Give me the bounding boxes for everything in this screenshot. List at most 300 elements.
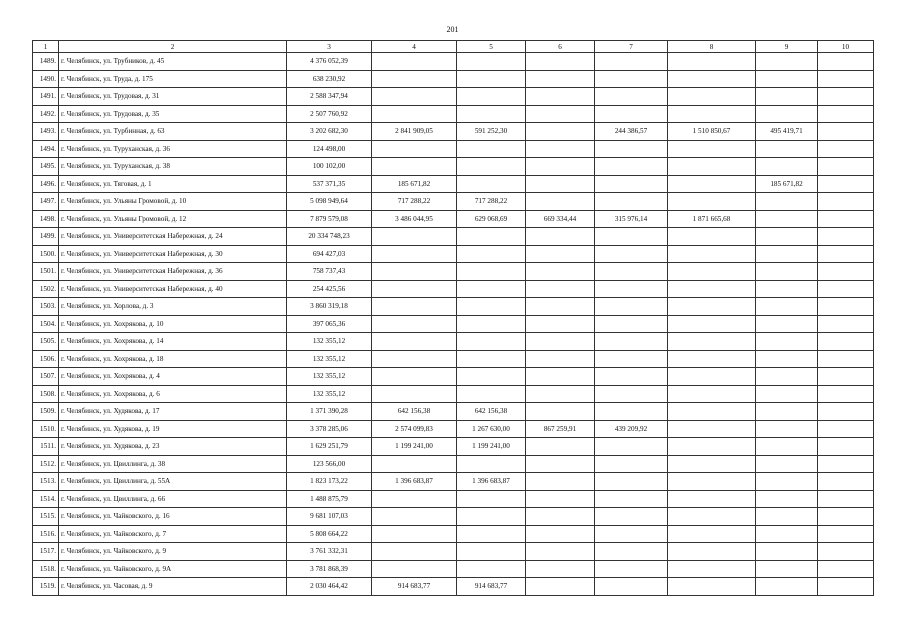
amount-cell-col3: 638 230,92 (287, 70, 372, 88)
table-row (33, 53, 874, 71)
table-row (33, 350, 874, 368)
amount-cell-col9 (756, 298, 818, 316)
table-row (33, 473, 874, 491)
amount-cell-col4 (372, 455, 457, 473)
amount-cell-col6 (526, 140, 595, 158)
amount-cell-col4 (372, 263, 457, 281)
amount-cell-col9 (756, 403, 818, 421)
address-cell: г. Челябинск, ул. Хохрякова, д. 6 (59, 385, 287, 403)
row-number-cell: 1502. (33, 280, 59, 298)
amount-cell-col6: 669 334,44 (526, 210, 595, 228)
amount-cell-col6 (526, 333, 595, 351)
amount-cell-col10 (818, 280, 874, 298)
amount-cell-col10 (818, 490, 874, 508)
amount-cell-col8: 1 871 665,68 (668, 210, 756, 228)
amount-cell-col6 (526, 53, 595, 71)
amount-cell-col4 (372, 350, 457, 368)
amount-cell-col5 (457, 560, 526, 578)
amount-cell-col5 (457, 53, 526, 71)
amount-cell-col5 (457, 140, 526, 158)
amount-cell-col7 (595, 263, 668, 281)
amount-cell-col8 (668, 298, 756, 316)
amount-cell-col5: 717 288,22 (457, 193, 526, 211)
row-number-cell: 1515. (33, 508, 59, 526)
amount-cell-col4: 717 288,22 (372, 193, 457, 211)
amount-cell-col10 (818, 53, 874, 71)
table-row (33, 525, 874, 543)
amount-cell-col5 (457, 490, 526, 508)
amount-cell-col10 (818, 333, 874, 351)
header-row (33, 41, 874, 53)
row-number-cell: 1517. (33, 543, 59, 561)
amount-cell-col7 (595, 245, 668, 263)
amount-cell-col7 (595, 385, 668, 403)
column-header-6: 6 (526, 41, 595, 53)
amount-cell-col7 (595, 70, 668, 88)
amount-cell-col4 (372, 490, 457, 508)
row-number-cell: 1503. (33, 298, 59, 316)
row-number-cell: 1513. (33, 473, 59, 491)
row-number-cell: 1489. (33, 53, 59, 71)
amount-cell-col4: 3 486 044,95 (372, 210, 457, 228)
amount-cell-col6 (526, 70, 595, 88)
amount-cell-col4 (372, 315, 457, 333)
address-cell: г. Челябинск, ул. Университетская Набережная, д. 36 (59, 263, 287, 281)
amount-cell-col9 (756, 560, 818, 578)
amount-cell-col9: 185 671,82 (756, 175, 818, 193)
column-header-8: 8 (668, 41, 756, 53)
amount-cell-col7 (595, 490, 668, 508)
amount-cell-col7 (595, 280, 668, 298)
amount-cell-col8 (668, 175, 756, 193)
amount-cell-col4 (372, 88, 457, 106)
address-cell: г. Челябинск, ул. Турбинная, д. 63 (59, 123, 287, 141)
amount-cell-col8 (668, 420, 756, 438)
amount-cell-col9 (756, 105, 818, 123)
table-row (33, 455, 874, 473)
address-cell: г. Челябинск, ул. Цвиллинга, д. 66 (59, 490, 287, 508)
amount-cell-col4 (372, 333, 457, 351)
amount-cell-col3: 2 588 347,94 (287, 88, 372, 106)
table-row (33, 420, 874, 438)
address-cell: г. Челябинск, ул. Университетская Набережная, д. 30 (59, 245, 287, 263)
table-row (33, 333, 874, 351)
amount-cell-col9 (756, 158, 818, 176)
amount-cell-col3: 3 781 868,39 (287, 560, 372, 578)
amount-cell-col4 (372, 228, 457, 246)
address-cell: г. Челябинск, ул. Худякова, д. 23 (59, 438, 287, 456)
table-row (33, 298, 874, 316)
address-cell: г. Челябинск, ул. Ульяны Громовой, д. 12 (59, 210, 287, 228)
amount-cell-col6 (526, 455, 595, 473)
amount-cell-col9 (756, 490, 818, 508)
amount-cell-col4 (372, 140, 457, 158)
amount-cell-col9 (756, 245, 818, 263)
address-cell: г. Челябинск, ул. Чайковского, д. 9А (59, 560, 287, 578)
amount-cell-col9 (756, 543, 818, 561)
amount-cell-col7 (595, 298, 668, 316)
table-row (33, 245, 874, 263)
column-header-9: 9 (756, 41, 818, 53)
amount-cell-col8 (668, 105, 756, 123)
amount-cell-col9 (756, 210, 818, 228)
row-number-cell: 1498. (33, 210, 59, 228)
amount-cell-col4 (372, 368, 457, 386)
table-row (33, 88, 874, 106)
amount-cell-col4: 1 396 683,87 (372, 473, 457, 491)
amount-cell-col3: 254 425,56 (287, 280, 372, 298)
amount-cell-col9 (756, 473, 818, 491)
amount-cell-col7 (595, 368, 668, 386)
amount-cell-col3: 3 202 682,30 (287, 123, 372, 141)
amount-cell-col6 (526, 438, 595, 456)
amount-cell-col7 (595, 350, 668, 368)
amount-cell-col7 (595, 508, 668, 526)
address-cell: г. Челябинск, ул. Часовая, д. 9 (59, 578, 287, 596)
amount-cell-col5 (457, 350, 526, 368)
page-number: 201 (446, 25, 459, 34)
column-header-5: 5 (457, 41, 526, 53)
amount-cell-col3: 5 098 949,64 (287, 193, 372, 211)
amount-cell-col5 (457, 88, 526, 106)
address-cell: г. Челябинск, ул. Хохрякова, д. 10 (59, 315, 287, 333)
amount-cell-col10 (818, 403, 874, 421)
amount-cell-col3: 397 065,36 (287, 315, 372, 333)
amount-cell-col3: 9 681 107,03 (287, 508, 372, 526)
amount-cell-col10 (818, 245, 874, 263)
amount-cell-col6 (526, 105, 595, 123)
column-header-3: 3 (287, 41, 372, 53)
amount-cell-col5 (457, 333, 526, 351)
amount-cell-col7: 439 209,92 (595, 420, 668, 438)
amount-cell-col6 (526, 123, 595, 141)
amount-cell-col7 (595, 560, 668, 578)
amount-cell-col7 (595, 175, 668, 193)
amount-cell-col6 (526, 543, 595, 561)
row-number-cell: 1512. (33, 455, 59, 473)
table-row (33, 543, 874, 561)
amount-cell-col5 (457, 228, 526, 246)
amount-cell-col8 (668, 88, 756, 106)
table-row (33, 385, 874, 403)
amount-cell-col10 (818, 368, 874, 386)
amount-cell-col6 (526, 228, 595, 246)
amount-cell-col3: 5 808 664,22 (287, 525, 372, 543)
amount-cell-col6: 867 259,91 (526, 420, 595, 438)
amount-cell-col7 (595, 473, 668, 491)
amount-cell-col10 (818, 105, 874, 123)
amount-cell-col9 (756, 385, 818, 403)
table-row (33, 123, 874, 141)
amount-cell-col6 (526, 508, 595, 526)
table-header (33, 41, 874, 53)
amount-cell-col3: 100 102,00 (287, 158, 372, 176)
row-number-cell: 1497. (33, 193, 59, 211)
amount-cell-col6 (526, 263, 595, 281)
address-cell: г. Челябинск, ул. Хохрякова, д. 4 (59, 368, 287, 386)
amount-cell-col7 (595, 158, 668, 176)
address-cell: г. Челябинск, ул. Чайковского, д. 16 (59, 508, 287, 526)
amount-cell-col10 (818, 123, 874, 141)
amount-cell-col6 (526, 280, 595, 298)
amount-cell-col7 (595, 455, 668, 473)
amount-cell-col7 (595, 315, 668, 333)
amount-cell-col8 (668, 560, 756, 578)
amount-cell-col5: 591 252,30 (457, 123, 526, 141)
row-number-cell: 1510. (33, 420, 59, 438)
amount-cell-col8 (668, 438, 756, 456)
amount-cell-col10 (818, 438, 874, 456)
amount-cell-col4: 2 841 909,05 (372, 123, 457, 141)
amount-cell-col10 (818, 385, 874, 403)
amount-cell-col8 (668, 403, 756, 421)
amount-cell-col3: 132 355,12 (287, 350, 372, 368)
amount-cell-col10 (818, 315, 874, 333)
amount-cell-col7 (595, 193, 668, 211)
amount-cell-col10 (818, 508, 874, 526)
amount-cell-col8 (668, 228, 756, 246)
amount-cell-col7 (595, 438, 668, 456)
table-row (33, 193, 874, 211)
amount-cell-col3: 132 355,12 (287, 385, 372, 403)
amount-cell-col10 (818, 175, 874, 193)
amount-cell-col10 (818, 525, 874, 543)
amount-cell-col5 (457, 105, 526, 123)
amount-cell-col9 (756, 455, 818, 473)
row-number-cell: 1507. (33, 368, 59, 386)
table-row (33, 508, 874, 526)
amount-cell-col6 (526, 490, 595, 508)
amount-cell-col9 (756, 578, 818, 596)
amount-cell-col3: 2 507 760,92 (287, 105, 372, 123)
amount-cell-col6 (526, 385, 595, 403)
amount-cell-col10 (818, 560, 874, 578)
address-cell: г. Челябинск, ул. Худякова, д. 17 (59, 403, 287, 421)
amount-cell-col5 (457, 298, 526, 316)
amount-cell-col8: 1 510 850,67 (668, 123, 756, 141)
row-number-cell: 1500. (33, 245, 59, 263)
amount-cell-col5 (457, 175, 526, 193)
amount-cell-col5: 629 068,69 (457, 210, 526, 228)
amount-cell-col3: 694 427,03 (287, 245, 372, 263)
amount-cell-col10 (818, 578, 874, 596)
amount-cell-col5 (457, 158, 526, 176)
amount-cell-col5: 1 267 630,00 (457, 420, 526, 438)
table-row (33, 315, 874, 333)
amount-cell-col4 (372, 543, 457, 561)
amount-cell-col9 (756, 508, 818, 526)
amount-cell-col3: 132 355,12 (287, 333, 372, 351)
row-number-cell: 1508. (33, 385, 59, 403)
amount-cell-col9: 495 419,71 (756, 123, 818, 141)
column-header-2: 2 (59, 41, 287, 53)
amount-cell-col7 (595, 53, 668, 71)
amount-cell-col6 (526, 560, 595, 578)
address-cell: г. Челябинск, ул. Тяговая, д. 1 (59, 175, 287, 193)
table-row (33, 578, 874, 596)
amount-cell-col4 (372, 70, 457, 88)
amount-cell-col3: 1 823 173,22 (287, 473, 372, 491)
row-number-cell: 1519. (33, 578, 59, 596)
amount-cell-col4: 1 199 241,00 (372, 438, 457, 456)
amount-cell-col3: 3 761 332,31 (287, 543, 372, 561)
amount-cell-col6 (526, 525, 595, 543)
amount-cell-col5 (457, 263, 526, 281)
amount-cell-col5 (457, 280, 526, 298)
amount-cell-col9 (756, 420, 818, 438)
amount-cell-col10 (818, 543, 874, 561)
table-row (33, 70, 874, 88)
amount-cell-col5: 1 396 683,87 (457, 473, 526, 491)
amount-cell-col8 (668, 280, 756, 298)
column-header-7: 7 (595, 41, 668, 53)
row-number-cell: 1499. (33, 228, 59, 246)
amount-cell-col8 (668, 193, 756, 211)
amount-cell-col8 (668, 70, 756, 88)
amount-cell-col6 (526, 245, 595, 263)
amount-cell-col3: 2 030 464,42 (287, 578, 372, 596)
amount-cell-col7: 244 386,57 (595, 123, 668, 141)
amount-cell-col6 (526, 315, 595, 333)
address-cell: г. Челябинск, ул. Чайковского, д. 7 (59, 525, 287, 543)
amount-cell-col8 (668, 525, 756, 543)
amount-cell-col3: 20 334 748,23 (287, 228, 372, 246)
table-row (33, 158, 874, 176)
amount-cell-col8 (668, 158, 756, 176)
row-number-cell: 1505. (33, 333, 59, 351)
amount-cell-col5 (457, 455, 526, 473)
amount-cell-col4 (372, 298, 457, 316)
table-row (33, 175, 874, 193)
amount-cell-col8 (668, 333, 756, 351)
amount-cell-col8 (668, 315, 756, 333)
amount-cell-col4: 642 156,38 (372, 403, 457, 421)
amount-cell-col3: 1 629 251,79 (287, 438, 372, 456)
amount-cell-col6 (526, 403, 595, 421)
table-row (33, 210, 874, 228)
amount-cell-col6 (526, 578, 595, 596)
amount-cell-col4 (372, 280, 457, 298)
row-number-cell: 1514. (33, 490, 59, 508)
table-row (33, 403, 874, 421)
amount-cell-col10 (818, 473, 874, 491)
row-number-cell: 1493. (33, 123, 59, 141)
amount-cell-col3: 124 498,00 (287, 140, 372, 158)
address-cell: г. Челябинск, ул. Университетская Набережная, д. 40 (59, 280, 287, 298)
amount-cell-col7 (595, 88, 668, 106)
amount-cell-col9 (756, 525, 818, 543)
amount-cell-col10 (818, 228, 874, 246)
amount-cell-col8 (668, 578, 756, 596)
address-cell: г. Челябинск, ул. Трудовая, д. 35 (59, 105, 287, 123)
amount-cell-col5 (457, 245, 526, 263)
table-row (33, 228, 874, 246)
address-cell: г. Челябинск, ул. Ульяны Громовой, д. 10 (59, 193, 287, 211)
amount-cell-col8 (668, 543, 756, 561)
amount-cell-col3: 123 566,00 (287, 455, 372, 473)
address-cell: г. Челябинск, ул. Университетская Набережная, д. 24 (59, 228, 287, 246)
amount-cell-col4 (372, 560, 457, 578)
row-number-cell: 1504. (33, 315, 59, 333)
amount-cell-col5 (457, 508, 526, 526)
amount-cell-col3: 537 371,35 (287, 175, 372, 193)
amount-cell-col5 (457, 543, 526, 561)
amount-cell-col4 (372, 508, 457, 526)
amount-cell-col8 (668, 385, 756, 403)
amount-cell-col7 (595, 105, 668, 123)
address-cell: г. Челябинск, ул. Трудовая, д. 31 (59, 88, 287, 106)
table-row (33, 140, 874, 158)
amount-cell-col8 (668, 350, 756, 368)
amount-cell-col4: 2 574 099,83 (372, 420, 457, 438)
table-row (33, 280, 874, 298)
amount-cell-col5 (457, 385, 526, 403)
amount-cell-col9 (756, 70, 818, 88)
amount-cell-col9 (756, 88, 818, 106)
amount-cell-col10 (818, 88, 874, 106)
address-cell: г. Челябинск, ул. Труда, д. 175 (59, 70, 287, 88)
amount-cell-col3: 4 376 052,39 (287, 53, 372, 71)
row-number-cell: 1495. (33, 158, 59, 176)
amount-cell-col5: 642 156,38 (457, 403, 526, 421)
amount-cell-col3: 1 371 390,28 (287, 403, 372, 421)
amount-cell-col3: 1 488 875,79 (287, 490, 372, 508)
amount-cell-col8 (668, 245, 756, 263)
amount-cell-col9 (756, 280, 818, 298)
amount-cell-col7 (595, 403, 668, 421)
row-number-cell: 1492. (33, 105, 59, 123)
amount-cell-col10 (818, 210, 874, 228)
amount-cell-col5 (457, 525, 526, 543)
amount-cell-col6 (526, 368, 595, 386)
row-number-cell: 1490. (33, 70, 59, 88)
address-cell: г. Челябинск, ул. Хохрякова, д. 18 (59, 350, 287, 368)
address-cell: г. Челябинск, ул. Чайковского, д. 9 (59, 543, 287, 561)
amount-cell-col10 (818, 70, 874, 88)
amount-cell-col7 (595, 578, 668, 596)
amount-cell-col5: 914 683,77 (457, 578, 526, 596)
amount-cell-col5 (457, 70, 526, 88)
amount-cell-col3: 758 737,43 (287, 263, 372, 281)
amount-cell-col4: 914 683,77 (372, 578, 457, 596)
amount-cell-col6 (526, 158, 595, 176)
amount-cell-col8 (668, 368, 756, 386)
amount-cell-col7 (595, 140, 668, 158)
row-number-cell: 1506. (33, 350, 59, 368)
row-number-cell: 1516. (33, 525, 59, 543)
amount-cell-col9 (756, 368, 818, 386)
column-header-10: 10 (818, 41, 874, 53)
amount-cell-col10 (818, 420, 874, 438)
row-number-cell: 1494. (33, 140, 59, 158)
amount-cell-col10 (818, 193, 874, 211)
amount-cell-col4 (372, 158, 457, 176)
amount-cell-col7: 315 976,14 (595, 210, 668, 228)
table-row (33, 438, 874, 456)
table-body (33, 53, 874, 596)
row-number-cell: 1511. (33, 438, 59, 456)
amount-cell-col7 (595, 543, 668, 561)
table-row (33, 263, 874, 281)
amount-cell-col3: 132 355,12 (287, 368, 372, 386)
amount-cell-col5 (457, 315, 526, 333)
amount-cell-col4 (372, 245, 457, 263)
address-cell: г. Челябинск, ул. Трубников, д. 45 (59, 53, 287, 71)
amount-cell-col3: 7 879 579,08 (287, 210, 372, 228)
amount-cell-col5 (457, 368, 526, 386)
table-row (33, 105, 874, 123)
column-header-4: 4 (372, 41, 457, 53)
